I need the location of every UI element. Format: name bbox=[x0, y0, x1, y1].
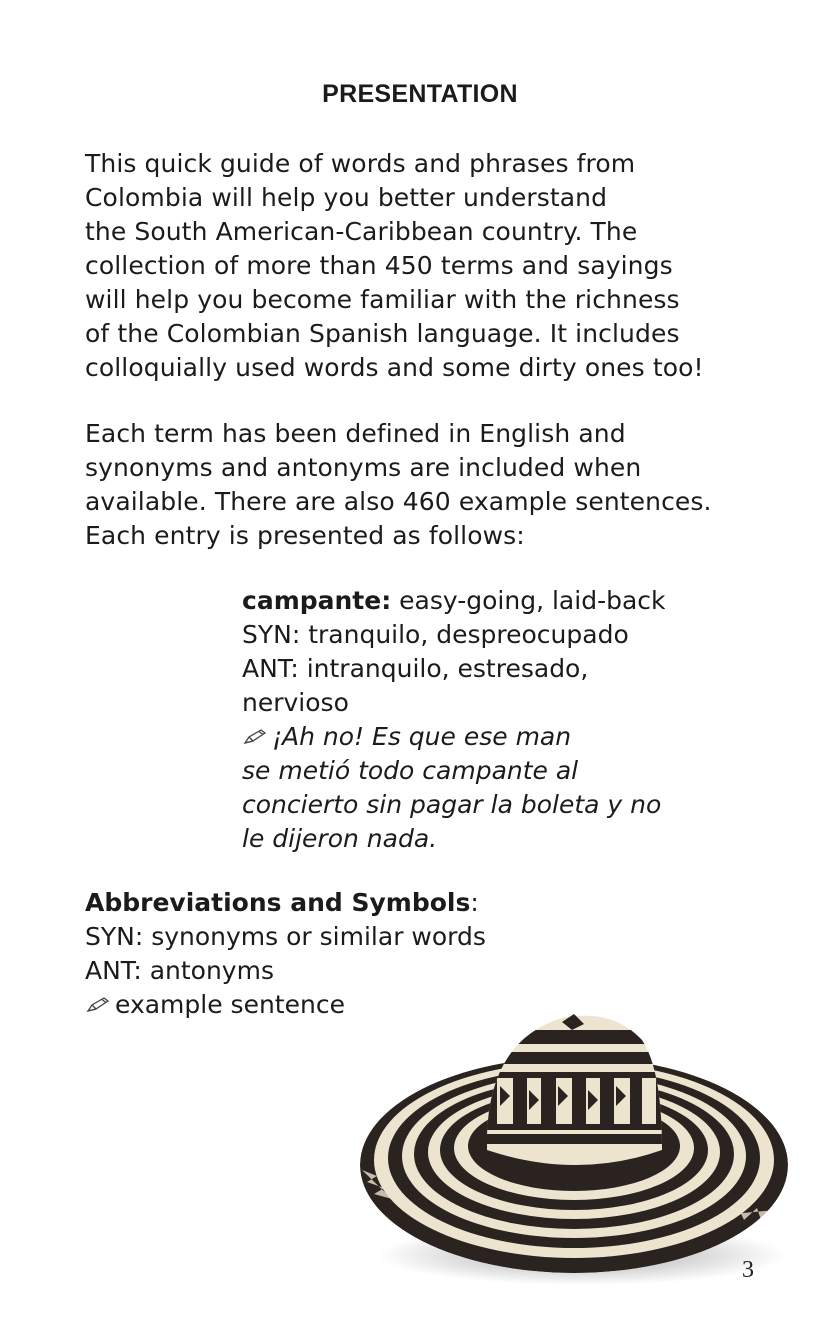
sample-antonyms-continued: nervioso bbox=[242, 688, 349, 717]
intro-line: will help you become familiar with the richness bbox=[85, 285, 680, 314]
sample-example-line: concierto sin pagar la boleta y no bbox=[242, 790, 662, 819]
sample-synonyms: SYN: tranquilo, despreocupado bbox=[242, 620, 629, 649]
pencil-icon bbox=[85, 996, 111, 1014]
entry-format-line: available. There are also 460 example sentences. bbox=[85, 487, 712, 516]
sample-entry bbox=[242, 584, 742, 856]
sample-example-line: se metió todo campante al bbox=[242, 756, 579, 785]
page-number: 3 bbox=[742, 1257, 754, 1283]
sample-example-line: le dijeron nada. bbox=[242, 824, 438, 853]
intro-line: the South American-Caribbean country. The bbox=[85, 217, 638, 246]
abbreviation-ant: ANT: antonyms bbox=[85, 956, 274, 985]
page-title: PRESENTATION bbox=[322, 80, 518, 108]
pencil-icon bbox=[242, 728, 268, 746]
sombrero-vueltiao-image bbox=[352, 1000, 797, 1290]
abbreviation-syn: SYN: synonyms or similar words bbox=[85, 922, 486, 951]
sample-definition: easy-going, laid-back bbox=[391, 586, 666, 615]
abbreviations-colon: : bbox=[470, 888, 479, 917]
intro-line: This quick guide of words and phrases from bbox=[85, 149, 636, 178]
sample-headword: campante: bbox=[242, 586, 392, 615]
entry-format-line: synonyms and antonyms are included when bbox=[85, 453, 642, 482]
intro-line: of the Colombian Spanish language. It includes bbox=[85, 319, 680, 348]
entry-format-line: Each term has been defined in English and bbox=[85, 419, 626, 448]
abbreviation-example: example sentence bbox=[85, 988, 585, 1022]
entry-format-line: Each entry is presented as follows: bbox=[85, 521, 525, 550]
intro-line: Colombia will help you better understand bbox=[85, 183, 608, 212]
sample-example-line: ¡Ah no! Es que ese man bbox=[242, 720, 742, 754]
intro-line: colloquially used words and some dirty ones too! bbox=[85, 353, 704, 382]
abbreviations-title: Abbreviations and Symbols bbox=[85, 888, 471, 917]
intro-paragraph bbox=[85, 147, 775, 385]
sample-entry-heading bbox=[242, 584, 742, 618]
abbreviations-heading bbox=[85, 886, 585, 920]
sample-antonyms: ANT: intranquilo, estresado, bbox=[242, 654, 589, 683]
intro-line: collection of more than 450 terms and sayings bbox=[85, 251, 673, 280]
entry-format-paragraph bbox=[85, 417, 775, 553]
